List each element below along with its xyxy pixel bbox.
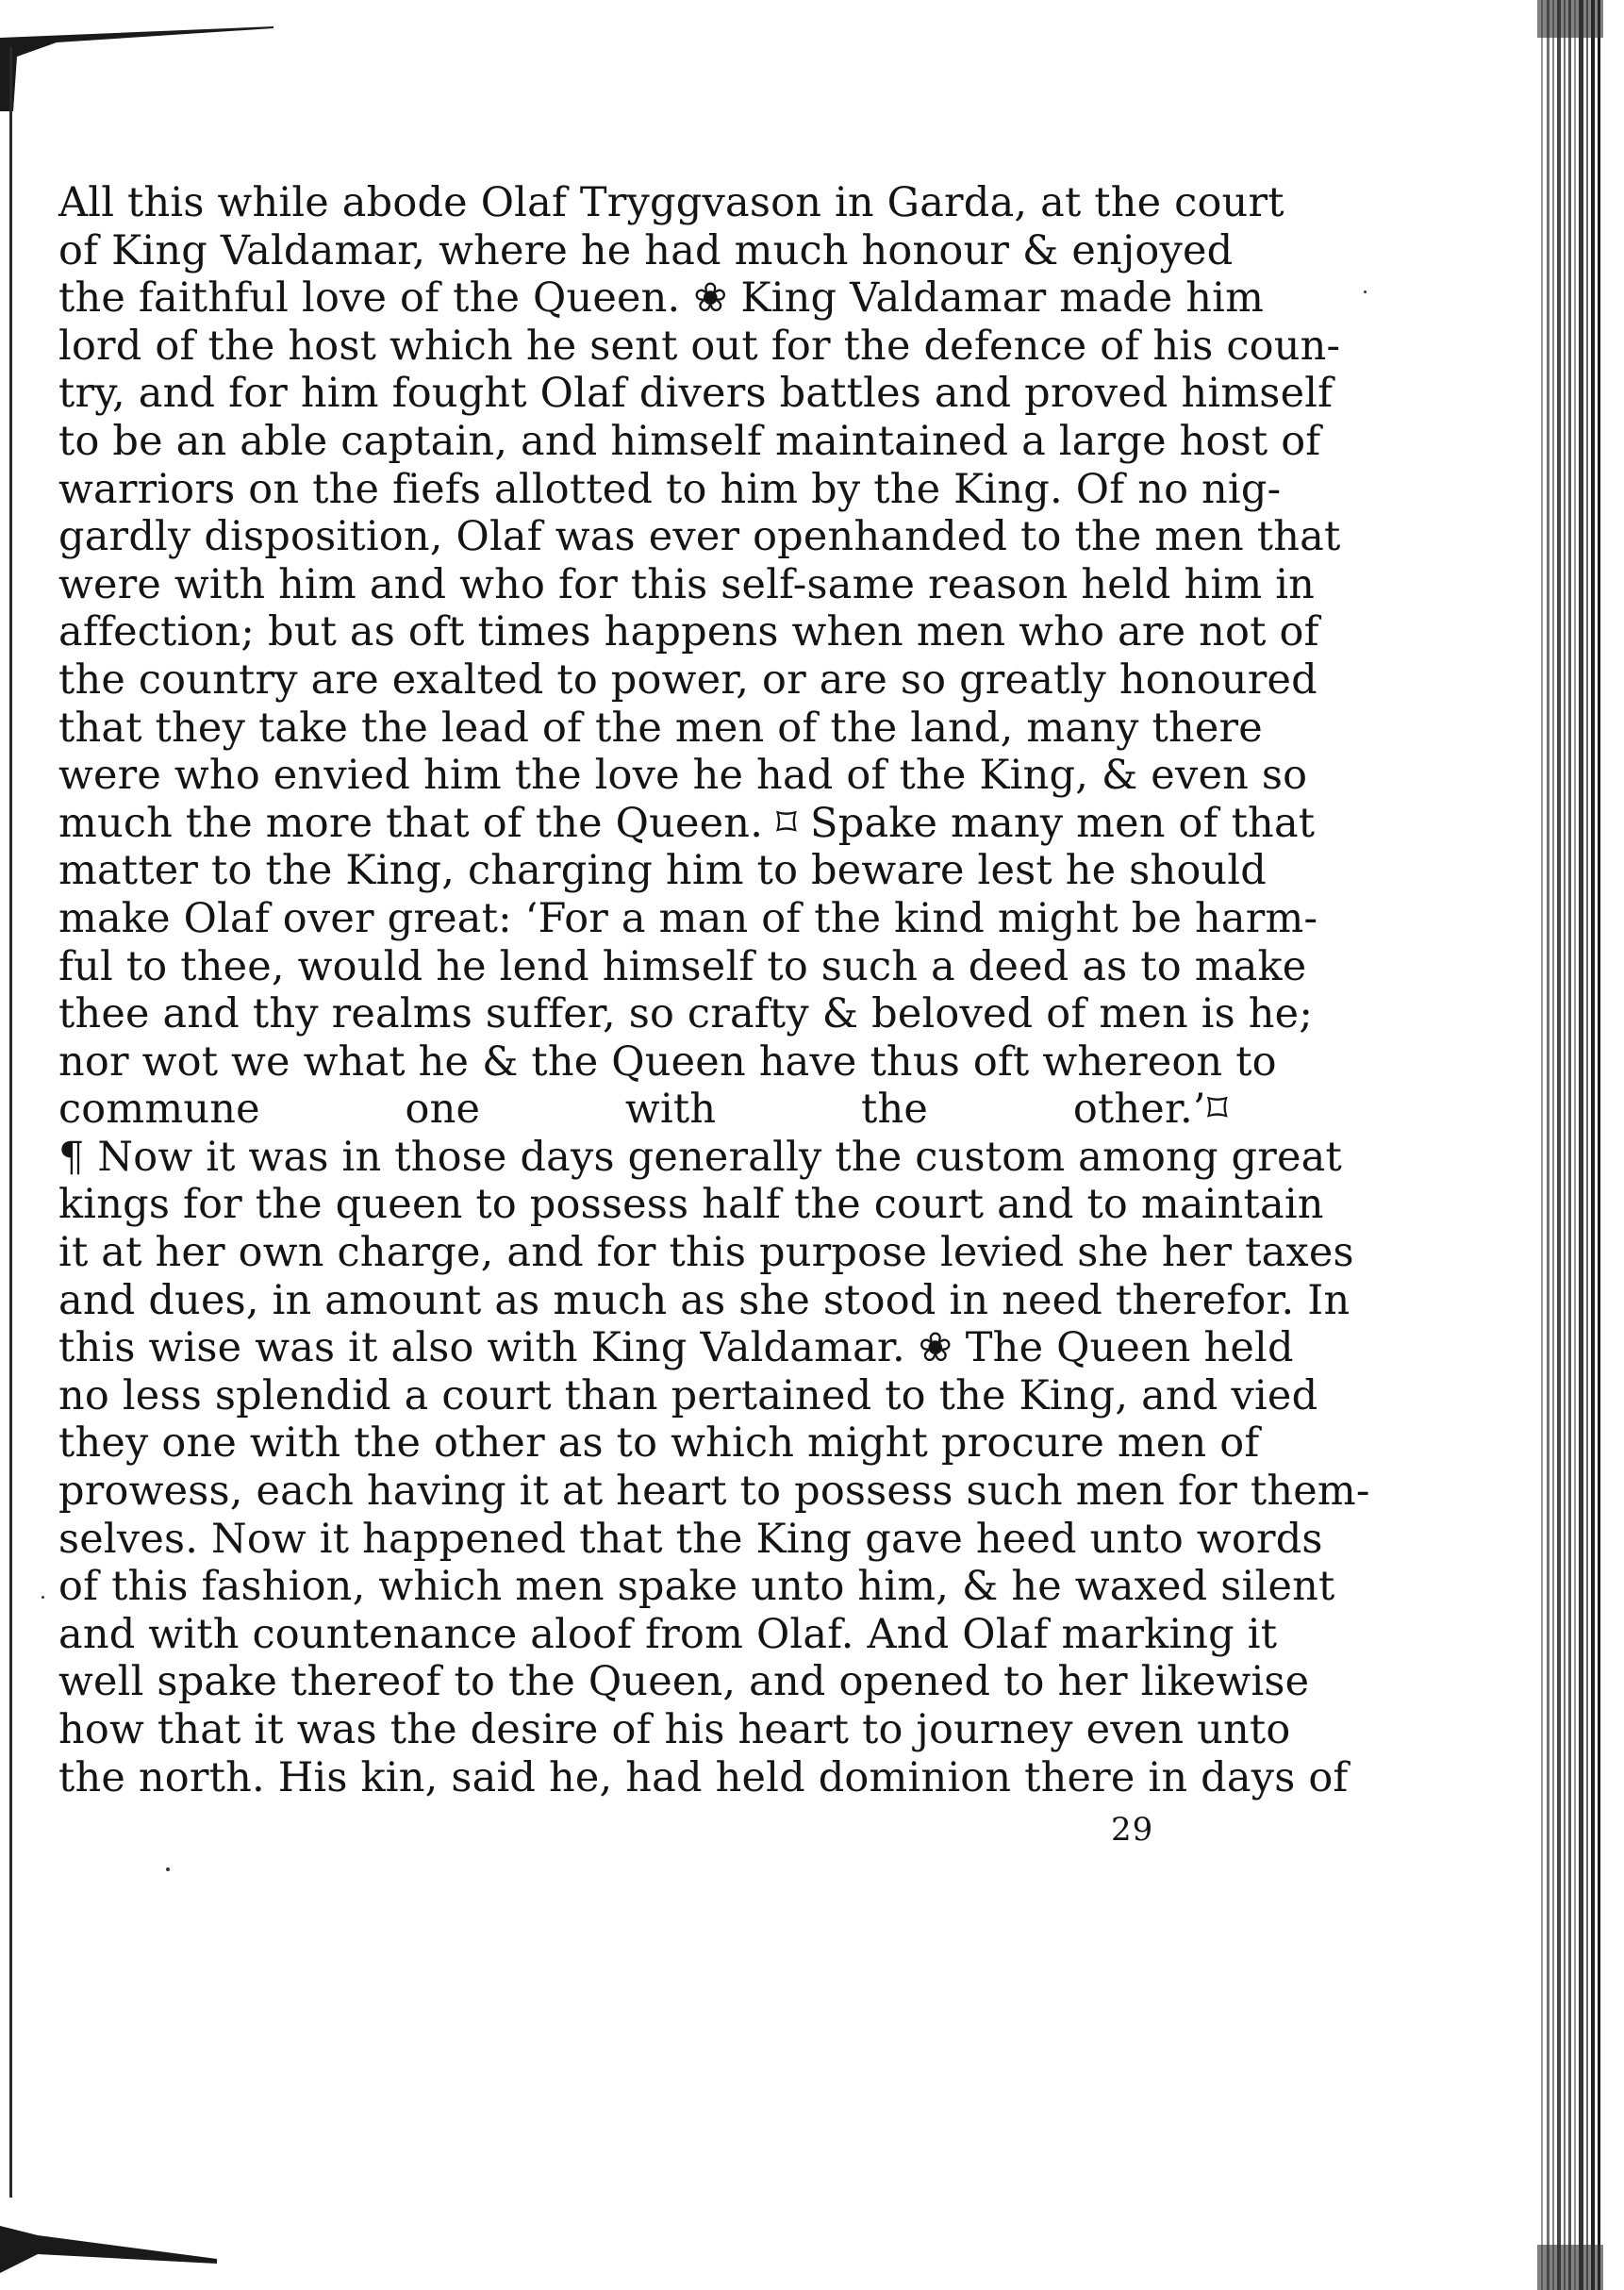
text-line: matter to the King, charging him to beware lest he should [58, 847, 1267, 895]
text-line: well spake thereof to the Queen, and opened to her likewise [58, 1658, 1310, 1706]
text-line: it at her own charge, and for this purpose levied she her taxes [58, 1229, 1354, 1277]
text-line: no less splendid a court than pertained to the King, and vied [58, 1371, 1318, 1419]
text-line: and dues, in amount as much as she stood in need therefor. In [58, 1276, 1351, 1324]
text-line: how that it was the desire of his heart to journey even unto [58, 1706, 1291, 1753]
scan-speck [1364, 290, 1367, 293]
text-line: gardly disposition, Olaf was ever openhanded to the men that [58, 513, 1341, 561]
binding-corner-bottom [0, 2207, 226, 2290]
text-line: the faithful love of the Queen. ❀ King Valdamar made him [58, 274, 1265, 323]
body-text [58, 179, 1370, 1801]
page-number: 29 [1111, 1811, 1154, 1849]
text-line: nor wot we what he & the Queen have thus oft whereon to [58, 1037, 1277, 1086]
text-line: All this while abode Olaf Tryggvason in Garda, at the court [58, 179, 1284, 226]
text-line: ful to thee, would he lend himself to such a deed as to make [58, 942, 1307, 990]
text-line: they one with the other as to which might procure men of [58, 1419, 1260, 1468]
text-line-paragraph-end [58, 1086, 1228, 1134]
scan-speck [166, 1867, 170, 1871]
binding-corner-top [0, 0, 283, 113]
text-line: lord of the host which he sent out for the defence of his coun- [58, 322, 1341, 370]
text-line: and with countenance aloof from Olaf. And Olaf marking it [58, 1610, 1278, 1658]
text-line: were who envied him the love he had of the King, & even so [58, 752, 1308, 800]
text-line: prowess, each having it at heart to possess such men for them- [58, 1468, 1370, 1516]
text-line: of this fashion, which men spake unto him, & he waxed silent [58, 1563, 1335, 1611]
end-ornament: ⌑ [1206, 1086, 1228, 1134]
text-line: ¶ Now it was in those days generally the custom among great [58, 1133, 1342, 1181]
text-line: that they take the lead of the men of the land, many there [58, 704, 1263, 752]
text-line: to be an able captain, and himself maintained a large host of [58, 417, 1321, 465]
text-line: of King Valdamar, where he had much honour & enjoyed [58, 226, 1234, 274]
text-line: selves. Now it happened that the King gave heed unto words [58, 1515, 1323, 1563]
text-line: this wise was it also with King Valdamar. ❀ The Queen held [58, 1324, 1294, 1372]
text-line: try, and for him fought Olaf divers battles and proved himself [58, 370, 1334, 418]
binding-edge-line [9, 47, 12, 2198]
text-line-content: commune one with the other.’ [58, 1086, 1206, 1134]
page-gutter-edge [1537, 0, 1624, 2290]
text-line: were with him and who for this self-same reason held him in [58, 560, 1316, 608]
text-line: make Olaf over great: ‘For a man of the kind might be harm- [58, 894, 1318, 942]
text-line: kings for the queen to possess half the court and to maintain [58, 1181, 1324, 1229]
text-line: affection; but as oft times happens when men who are not of [58, 608, 1319, 656]
text-line: the country are exalted to power, or are so greatly honoured [58, 655, 1317, 704]
scan-speck [41, 1596, 44, 1599]
text-line: the north. His kin, said he, had held dominion there in days of [58, 1753, 1349, 1801]
text-line: thee and thy realms suffer, so crafty & beloved of men is he; [58, 990, 1314, 1038]
text-line: warriors on the fiefs allotted to him by the King. Of no nig- [58, 465, 1282, 513]
text-line: much the more that of the Queen. ⌑ Spake many men of that [58, 799, 1316, 847]
